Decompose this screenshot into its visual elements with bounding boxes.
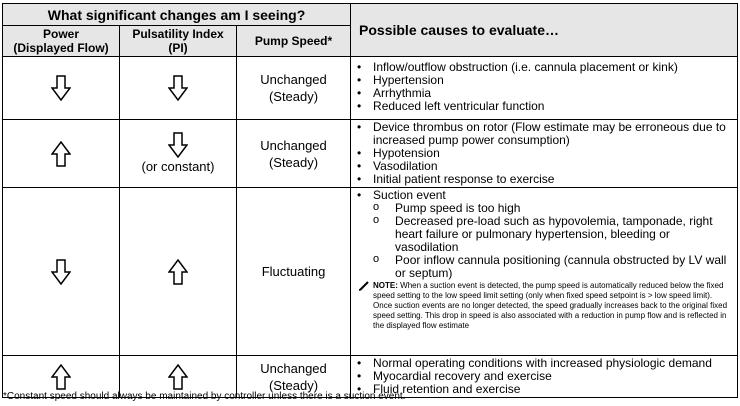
- down-arrow-icon: [51, 259, 71, 285]
- note-label: NOTE:: [373, 281, 398, 290]
- pi-cell: [120, 120, 237, 188]
- speed-cell: Unchanged (Steady): [237, 120, 351, 188]
- down-arrow-icon: [51, 75, 71, 101]
- power-cell: [3, 120, 120, 188]
- sub-list-item: o Pump speed is too high: [355, 202, 733, 215]
- causes-title: Possible causes to evaluate…: [351, 4, 738, 57]
- list-item: • Fluid retention and exercise: [355, 383, 733, 396]
- power-cell: [3, 57, 120, 120]
- list-item: • Hypertension: [355, 74, 733, 87]
- sub-list-item: o Poor inflow cannula positioning (cannula obstructed by LV wall or septum): [355, 254, 733, 280]
- col-pi-header: Pulsatility Index (PI): [120, 26, 237, 57]
- list-item: • Inflow/outflow obstruction (i.e. cannula placement or kink): [355, 61, 733, 74]
- pi-cell: [120, 57, 237, 120]
- table-row: [3, 188, 738, 356]
- causes-cell: [351, 356, 738, 398]
- pi-cell: [120, 188, 237, 356]
- sub-list-item: o Decreased pre-load such as hypovolemia, tamponade, right heart failure or pulmonary hypertension, bleeding or vasodilation: [355, 215, 733, 254]
- power-cell: [3, 188, 120, 356]
- speed-cell: Unchanged (Steady): [237, 356, 351, 398]
- pencil-icon: [358, 281, 370, 291]
- note-text: When a suction event is detected, the pump speed is automatically reduced below the fixed speed setting to the low speed limit setting (only when fixed speed setpoint is > low speed limit). Once suction events are no longer detected, the speed gradually increases back to the original fixed speed setting. This drop in speed is also associated with a reduction in pump flow and is reflected in the displayed flow estimate: [373, 281, 728, 330]
- list-item: • Initial patient response to exercise: [355, 173, 733, 186]
- causes-cell: [351, 120, 738, 188]
- up-arrow-icon: [168, 364, 188, 390]
- list-item: • Device thrombus on rotor (Flow estimate may be erroneous due to increased pump power consumption): [355, 121, 733, 147]
- down-arrow-icon: [168, 132, 188, 158]
- list-item: • Suction event o Pump speed is too high o Decreased pre-load such as hypovolemia, tamponade, right heart failure or pulmonary hypertension, bleeding or vasodilation o Poor inflow cannula positioning (cannula obstructed by LV wall or septum): [355, 189, 733, 280]
- up-arrow-icon: [51, 364, 71, 390]
- list-item: • Arrhythmia: [355, 87, 733, 100]
- table-row: [3, 57, 738, 120]
- suction-note: [355, 281, 733, 331]
- list-item: • Myocardial recovery and exercise: [355, 370, 733, 383]
- col-speed-header: Pump Speed*: [237, 26, 351, 57]
- list-item: • Vasodilation: [355, 160, 733, 173]
- up-arrow-icon: [168, 259, 188, 285]
- list-item: • Normal operating conditions with increased physiologic demand: [355, 357, 733, 370]
- changes-title: What significant changes am I seeing?: [3, 4, 351, 26]
- causes-cell: [351, 57, 738, 120]
- speed-cell: Fluctuating: [237, 188, 351, 356]
- footnote: *Constant speed should always be maintained by controller unless there is a suction event.: [3, 391, 406, 402]
- down-arrow-icon: [168, 75, 188, 101]
- up-arrow-icon: [51, 141, 71, 167]
- col-power-header: Power (Displayed Flow): [3, 26, 120, 57]
- list-item: • Reduced left ventricular function: [355, 100, 733, 113]
- causes-table: [2, 3, 738, 398]
- causes-cell: [351, 188, 738, 356]
- speed-cell: Unchanged (Steady): [237, 57, 351, 120]
- table-row: [3, 120, 738, 188]
- list-item: • Hypotension: [355, 147, 733, 160]
- pi-note: (or constant): [141, 158, 215, 174]
